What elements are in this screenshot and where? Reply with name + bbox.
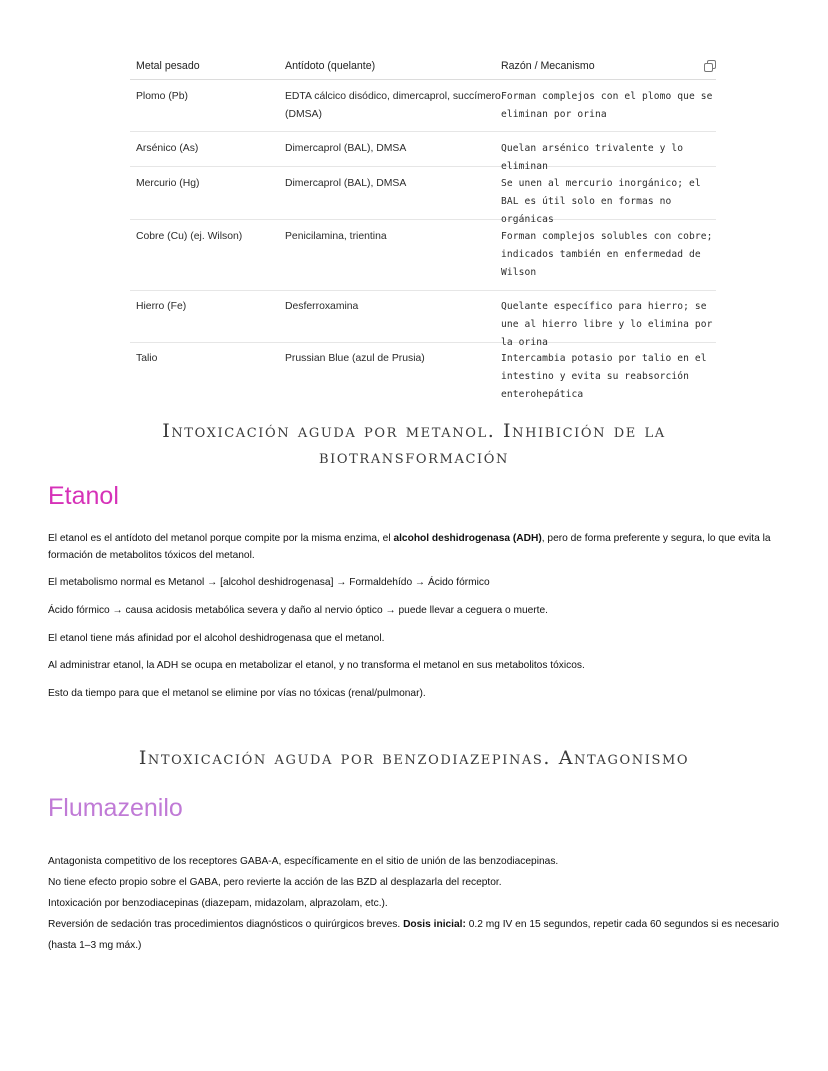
metal-cell: Talio xyxy=(136,353,158,364)
heading-flumazenilo: Flumazenilo xyxy=(48,794,183,822)
reason-cell: Forman complejos solubles con cobre; indicados también en enfermedad de Wilson xyxy=(501,231,713,278)
table-header-row xyxy=(130,52,716,80)
section-title-metanol xyxy=(0,418,828,470)
line-no-own-effect: No tiene efecto propio sobre el GABA, pero revierte la acción de las BZD al desplazarla del receptor. xyxy=(48,877,502,888)
section-title-benzodiazepinas: Intoxicación aguda por benzodiazepinas. Antagonismo xyxy=(138,747,690,769)
paragraph-metabolism: El metabolismo normal es Metanol → [alcohol deshidrogenasa] → Formaldehído → Ácido fórmico xyxy=(48,577,490,588)
heavy-metals-table xyxy=(130,52,716,413)
paragraph-formic-acid: Ácido fórmico → causa acidosis metabólica severa y daño al nervio óptico → puede llevar a ceguera o muerte. xyxy=(48,605,549,616)
table-row xyxy=(130,132,716,172)
heading-etanol: Etanol xyxy=(48,482,119,510)
text-fragment: El etanol es el antídoto del metanol porque compite por la misma enzima, el xyxy=(48,533,394,544)
paragraph-elimination: Esto da tiempo para que el metanol se elimine por vías no tóxicas (renal/pulmonar). xyxy=(48,688,426,699)
table-row xyxy=(130,80,716,132)
table-row xyxy=(130,167,716,225)
antidote-cell: EDTA cálcico disódico, dimercaprol, succímero (DMSA) xyxy=(285,91,501,120)
bold-term-adh: alcohol deshidrogenasa (ADH) xyxy=(393,533,542,544)
table-row xyxy=(130,220,716,291)
section-title-line2: biotransformación xyxy=(319,446,509,468)
header-reason: Razón / Mecanismo xyxy=(501,59,595,72)
text-fragment: , pero de forma preferente y segura, lo que evita la formación de metabolitos tóxicos del metanol. xyxy=(48,533,771,561)
metal-cell: Mercurio (Hg) xyxy=(136,178,200,189)
paragraph-etanol-intro xyxy=(48,530,788,564)
reason-cell: Intercambia potasio por talio en el intestino y evita su reabsorción enterohepática xyxy=(501,353,707,400)
text-fragment: Reversión de sedación tras procedimientos diagnósticos o quirúrgicos breves. xyxy=(48,919,404,930)
metal-cell: Plomo (Pb) xyxy=(136,91,188,102)
antidote-cell: Dimercaprol (BAL), DMSA xyxy=(285,178,407,189)
metal-cell: Cobre (Cu) (ej. Wilson) xyxy=(136,231,243,242)
copy-icon[interactable] xyxy=(704,59,716,71)
line-antagonist: Antagonista competitivo de los receptores GABA-A, específicamente en el sitio de unión de las benzodiacepinas. xyxy=(48,856,559,867)
paragraph-adh-occupied: Al administrar etanol, la ADH se ocupa en metabolizar el etanol, y no transforma el metanol en sus metabolitos tóxicos. xyxy=(48,660,585,671)
header-antidote: Antídoto (quelante) xyxy=(285,59,376,72)
reason-cell: Quelan arsénico trivalente y lo eliminan xyxy=(501,143,684,172)
line-intoxication: Intoxicación por benzodiacepinas (diazepam, midazolam, alprazolam, etc.). xyxy=(48,898,388,909)
section-title-line1: Intoxicación aguda por metanol. Inhibición de la xyxy=(162,420,666,442)
reason-cell: Forman complejos con el plomo que se eliminan por orina xyxy=(501,91,713,120)
metal-cell: Hierro (Fe) xyxy=(136,301,187,312)
reason-cell: Quelante específico para hierro; se une al hierro libre y lo elimina por la orina xyxy=(501,301,713,348)
bold-dose-label: Dosis inicial: xyxy=(403,919,466,930)
text-fragment: 0.2 mg IV en 15 segundos, repetir cada 60 segundos si es necesario (hasta 1–3 mg máx.) xyxy=(48,919,780,951)
paragraph-affinity: El etanol tiene más afinidad por el alcohol deshidrogenasa que el metanol. xyxy=(48,633,385,644)
antidote-cell: Penicilamina, trientina xyxy=(285,231,387,242)
antidote-cell: Desferroxamina xyxy=(285,301,359,312)
antidote-cell: Prussian Blue (azul de Prusia) xyxy=(285,353,425,364)
flumazenilo-text-block xyxy=(48,851,788,956)
table-row xyxy=(130,291,716,348)
antidote-cell: Dimercaprol (BAL), DMSA xyxy=(285,143,407,154)
header-metal: Metal pesado xyxy=(136,59,200,72)
reason-cell: Se unen al mercurio inorgánico; el BAL es útil solo en formas no orgánicas xyxy=(501,178,701,225)
line-reversion xyxy=(48,914,788,956)
table-row xyxy=(130,343,716,413)
metal-cell: Arsénico (As) xyxy=(136,143,199,154)
